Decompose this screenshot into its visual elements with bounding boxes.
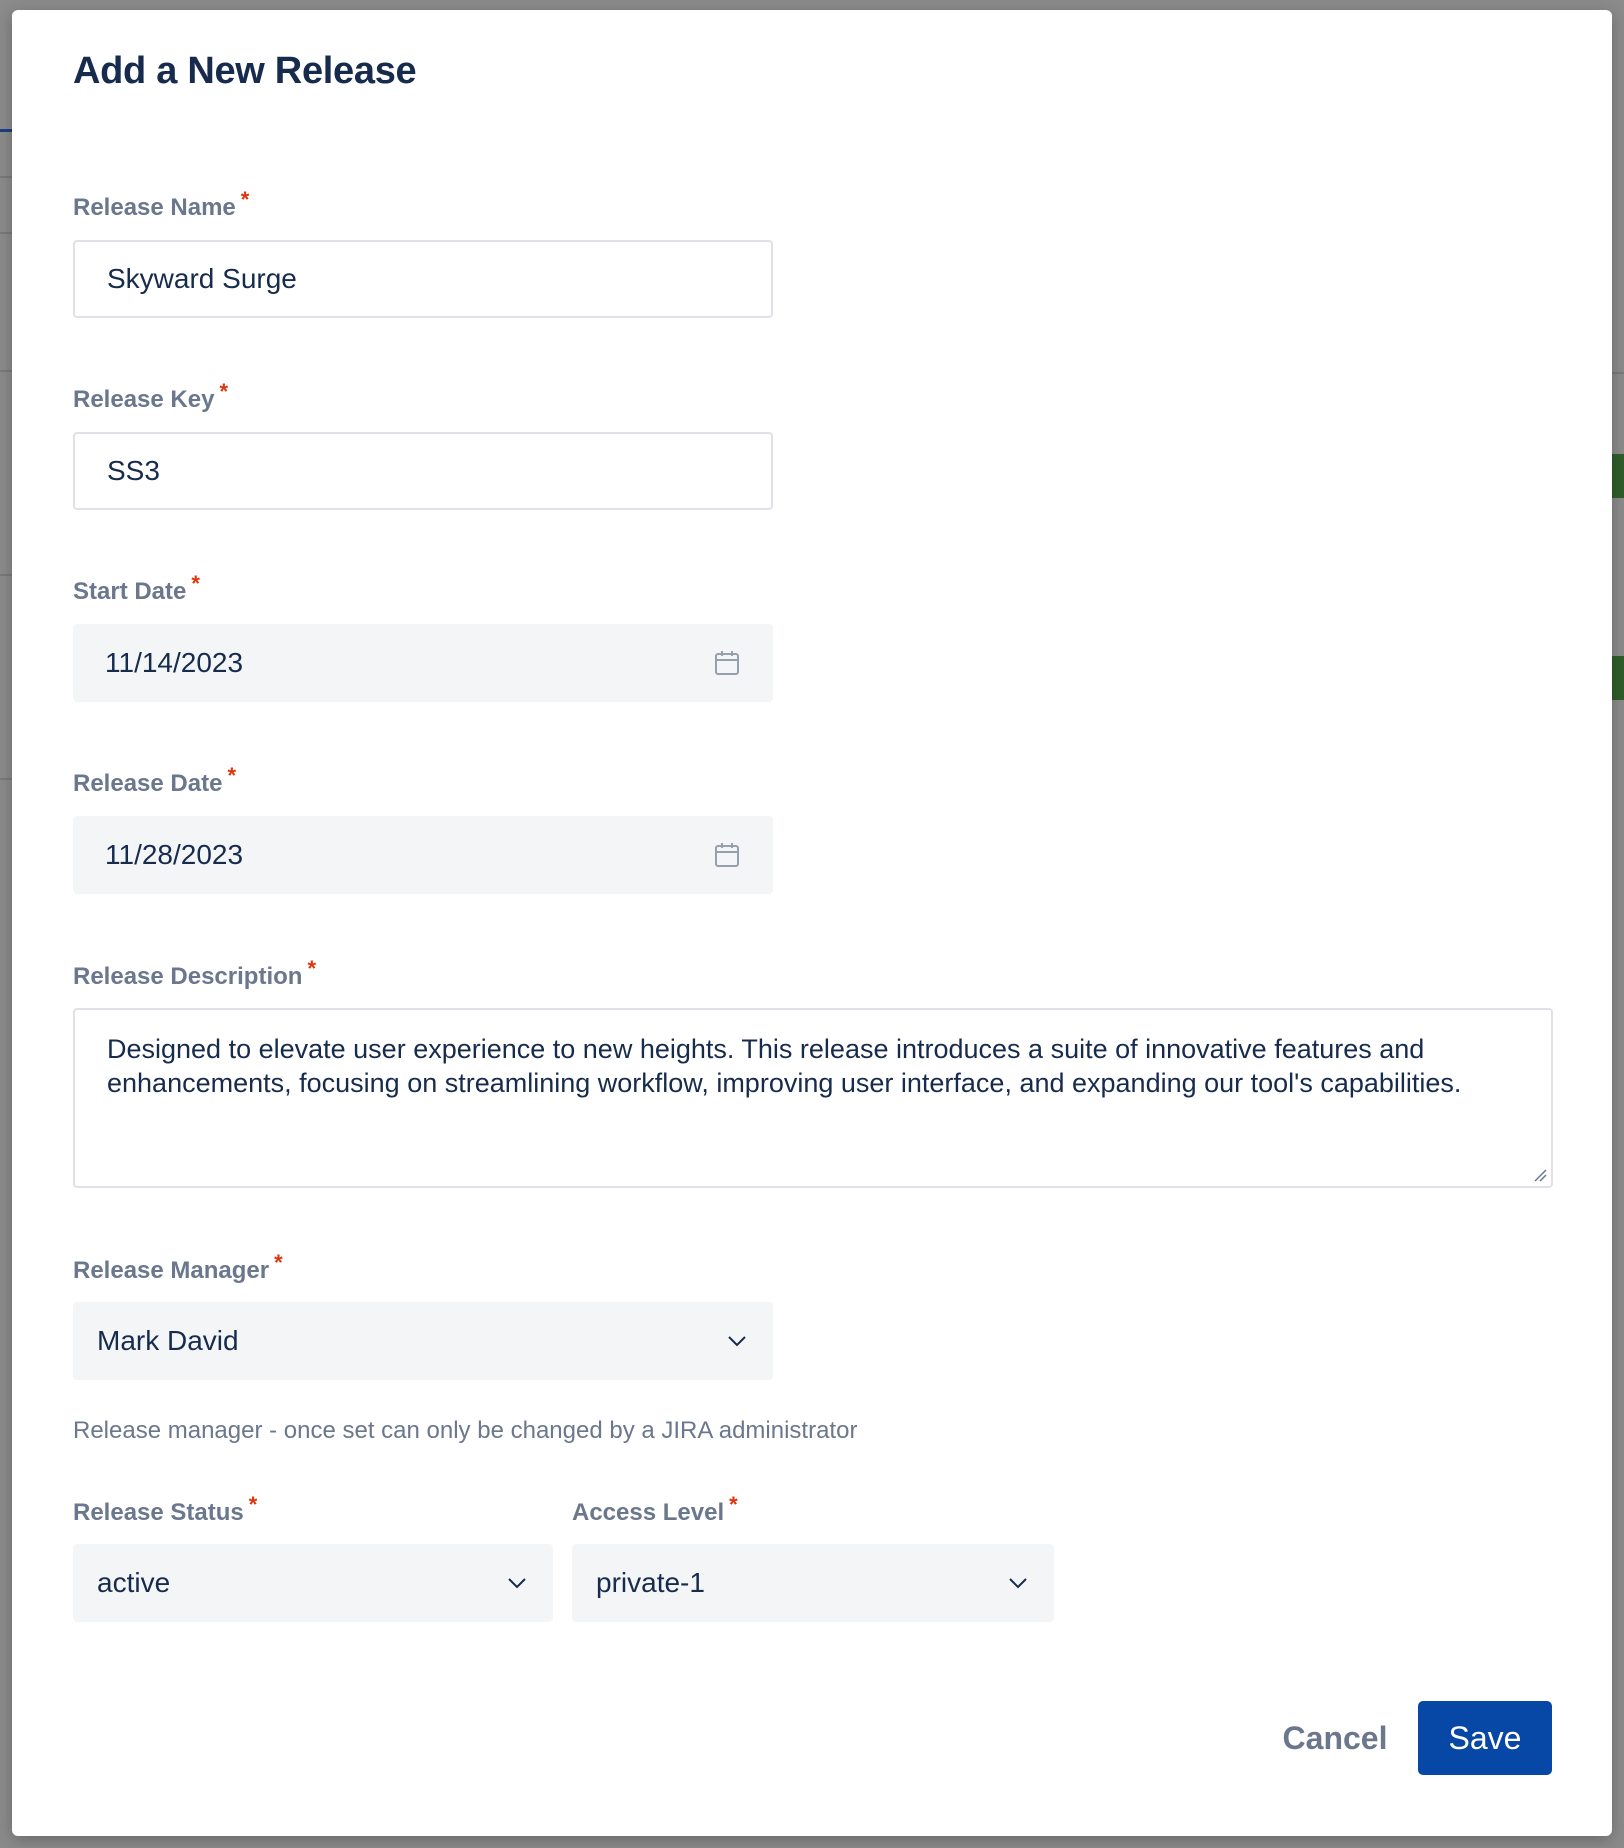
release-name-value: Skyward Surge	[107, 263, 297, 294]
release-manager-value: Mark David	[97, 1325, 239, 1356]
release-manager-select[interactable]	[73, 1302, 773, 1380]
release-manager-label	[73, 1250, 283, 1285]
required-marker: *	[240, 187, 250, 212]
add-release-dialog	[12, 10, 1612, 1836]
required-marker: *	[191, 571, 200, 596]
access-level-label-text: Access Level	[572, 1499, 725, 1526]
required-marker: *	[307, 956, 316, 981]
release-name-input[interactable]	[73, 240, 773, 318]
background-status-badge	[1610, 656, 1624, 700]
start-date-label-text: Start Date	[73, 578, 187, 605]
chevron-down-icon	[1006, 1571, 1030, 1595]
required-marker: *	[729, 1492, 738, 1517]
required-marker: *	[219, 379, 228, 404]
access-level-select[interactable]	[572, 1544, 1054, 1622]
release-key-label-text: Release Key	[73, 386, 215, 413]
save-button[interactable]: Save	[1418, 1701, 1552, 1775]
release-description-value: Designed to elevate user experience to new heights. This release introduces a suite of innovative features and enhancements, focusing on streamlining workflow, improving user interface, and expanding our tool's capabilities.	[107, 1034, 1462, 1098]
dialog-title: Add a New Release	[73, 50, 417, 92]
release-date-value: 11/28/2023	[105, 839, 244, 870]
release-manager-label-text: Release Manager	[73, 1257, 270, 1284]
release-name-label-text: Release Name	[73, 194, 236, 221]
required-marker: *	[227, 763, 236, 788]
access-level-value: private-1	[596, 1567, 705, 1598]
release-status-select[interactable]	[73, 1544, 553, 1622]
start-date-picker[interactable]	[73, 624, 773, 702]
release-key-value: SS3	[107, 455, 160, 486]
cancel-button[interactable]: Cancel	[1282, 1719, 1388, 1756]
chevron-down-icon	[505, 1571, 529, 1595]
release-manager-helper-text: Release manager - once set can only be changed by a JIRA administrator	[73, 1417, 858, 1444]
release-description-label-text: Release Description	[73, 963, 303, 990]
background-status-badge	[1610, 454, 1624, 498]
resize-handle-icon[interactable]	[1533, 1168, 1547, 1182]
calendar-icon[interactable]	[713, 841, 741, 869]
release-description-label	[73, 956, 316, 991]
access-level-label	[572, 1492, 738, 1527]
release-name-label	[73, 187, 250, 222]
chevron-down-icon	[725, 1329, 749, 1353]
release-key-input[interactable]	[73, 432, 773, 510]
release-date-label	[73, 763, 236, 798]
start-date-value: 11/14/2023	[105, 647, 244, 678]
release-status-value: active	[97, 1567, 171, 1598]
release-key-label	[73, 379, 228, 414]
release-date-label-text: Release Date	[73, 770, 223, 797]
required-marker: *	[248, 1492, 258, 1517]
release-date-picker[interactable]	[73, 816, 773, 894]
start-date-label	[73, 571, 200, 606]
release-description-textarea[interactable]	[73, 1008, 1553, 1188]
calendar-icon[interactable]	[713, 649, 741, 677]
release-status-label-text: Release Status	[73, 1499, 244, 1526]
release-status-label	[73, 1492, 258, 1527]
required-marker: *	[274, 1250, 283, 1275]
